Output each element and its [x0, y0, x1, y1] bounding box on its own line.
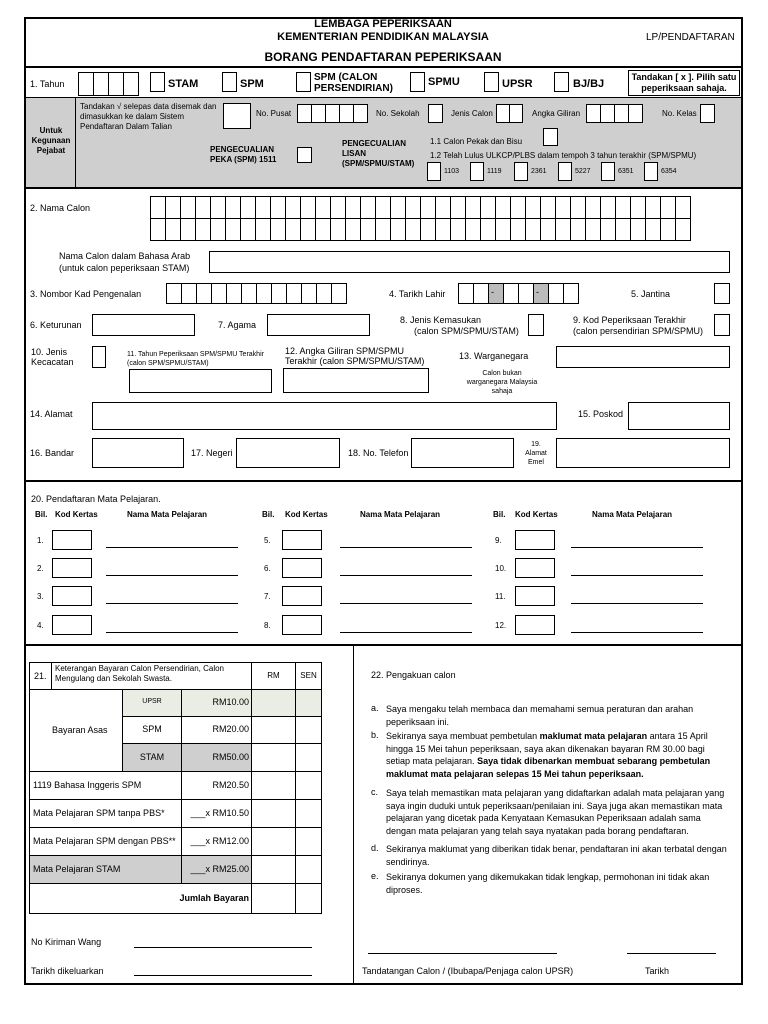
code-6354: 6354 — [661, 168, 677, 175]
char-cell[interactable] — [240, 218, 256, 241]
divider — [24, 187, 743, 189]
char-cell[interactable] — [555, 196, 571, 219]
char-cell[interactable] — [316, 283, 332, 304]
subject-name-line[interactable] — [571, 547, 703, 548]
code-6351: 6351 — [618, 168, 634, 175]
char-cell[interactable] — [196, 283, 212, 304]
payment-title: Keterangan Bayaran Calon Persendirian, Calon Mengulang dan Sekolah Swasta. — [51, 662, 252, 690]
subject-name-line[interactable] — [571, 603, 703, 604]
jantina-input[interactable] — [714, 283, 730, 304]
date-dash-2: - — [536, 287, 539, 297]
char-cell[interactable] — [405, 218, 421, 241]
mp-stam-label: Mata Pelajaran STAM — [29, 855, 182, 884]
char-cell[interactable] — [450, 196, 466, 219]
no-pusat-input[interactable] — [297, 104, 368, 123]
char-cell[interactable] — [420, 196, 436, 219]
char-cell[interactable] — [480, 196, 496, 219]
rm-cell[interactable] — [251, 716, 296, 744]
kod-kertas-input[interactable] — [515, 615, 555, 635]
subject-name-line[interactable] — [340, 632, 472, 633]
item-c-letter: c. — [371, 787, 379, 797]
dengan-pbs-label: Mata Pelajaran SPM dengan PBS** — [29, 827, 182, 856]
angka-giliran-label: Angka Giliran — [532, 109, 581, 118]
subject-number: 12. — [495, 621, 507, 630]
kiriman-label: No Kiriman Wang — [31, 937, 102, 947]
code-2361: 2361 — [531, 168, 547, 175]
jumlah-label: Jumlah Bayaran — [29, 883, 252, 914]
spm-calon-checkbox[interactable] — [296, 72, 311, 92]
rm-cell[interactable] — [251, 743, 296, 772]
char-cell[interactable] — [345, 218, 361, 241]
char-cell[interactable] — [600, 218, 616, 241]
date-label: Tarikh — [645, 966, 670, 976]
stam-checkbox[interactable] — [150, 72, 165, 92]
item-e: Sekiranya dokumen yang dikemukakan tidak lengkap, permohonan ini tidak akan diproses. — [386, 872, 710, 895]
form-code: LP/PENDAFTARAN — [646, 32, 735, 43]
subject-name-line[interactable] — [106, 575, 238, 576]
nama-arab-label: Nama Calon dalam Bahasa Arab — [59, 251, 191, 261]
subject-number: 3. — [37, 592, 44, 601]
kod-kertas-input[interactable] — [515, 558, 555, 578]
agama-input[interactable] — [267, 314, 370, 336]
bottom-divider — [353, 645, 354, 983]
char-cell[interactable] — [300, 218, 316, 241]
subject-number: 7. — [264, 592, 271, 601]
nama-header-3: Nama Mata Pelajaran — [592, 510, 673, 519]
item-d-letter: d. — [371, 843, 379, 853]
no-sekolah-label: No. Sekolah — [376, 109, 420, 118]
char-cell[interactable] — [525, 196, 541, 219]
date-line[interactable] — [627, 953, 716, 954]
subject-name-line[interactable] — [340, 547, 472, 548]
char-cell[interactable] — [360, 196, 376, 219]
char-cell[interactable] — [585, 196, 601, 219]
char-cell[interactable] — [300, 196, 316, 219]
char-cell[interactable] — [585, 218, 601, 241]
kod-header-2: Kod Kertas — [285, 510, 328, 519]
kod-kertas-input[interactable] — [282, 615, 322, 635]
tarikh-keluar-label: Tarikh dikeluarkan — [31, 966, 104, 976]
upsr-label: UPSR — [502, 78, 533, 90]
ministry-name: KEMENTERIAN PENDIDIKAN MALAYSIA — [277, 31, 489, 43]
subject-number: 8. — [264, 621, 271, 630]
no-kelas-input[interactable] — [700, 104, 715, 123]
verified-checkbox[interactable] — [223, 103, 251, 129]
instruction-box: Tandakan [ x ]. Pilih satu peperiksaan sahaja. — [628, 70, 740, 96]
poskod-label: 15. Poskod — [578, 409, 624, 419]
kod-kertas-input[interactable] — [282, 558, 322, 578]
negeri-input[interactable] — [236, 438, 340, 468]
bjbj-label: BJ/BJ — [573, 78, 605, 90]
mp-stam-fee: ___x RM25.00 — [181, 855, 252, 884]
divider — [24, 644, 743, 646]
kod-kertas-input[interactable] — [52, 530, 92, 550]
payment-num: 21. — [29, 662, 52, 690]
char-cell[interactable] — [195, 196, 211, 219]
subject-number: 11. — [495, 592, 506, 601]
spmu-label: SPMU — [428, 76, 460, 88]
kod-kertas-input[interactable] — [282, 530, 322, 550]
char-cell[interactable] — [225, 218, 241, 241]
stam-fee-label: STAM — [122, 743, 182, 772]
char-cell[interactable] — [525, 218, 541, 241]
jenis-calon-label: Jenis Calon — [451, 109, 493, 118]
char-cell[interactable] — [285, 196, 301, 219]
nama-input-row-2[interactable] — [150, 218, 691, 241]
char-cell[interactable] — [375, 196, 391, 219]
subject-number: 10. — [495, 564, 507, 573]
declaration-title: 22. Pengakuan calon — [371, 670, 456, 680]
char-cell[interactable] — [540, 196, 556, 219]
rm-cell[interactable] — [251, 827, 296, 856]
char-cell[interactable] — [420, 218, 436, 241]
option-1-2: 1.2 Telah Lulus ULKCP/PLBS dalam tempoh 3 tahun terakhir (SPM/SPMU) — [430, 151, 697, 160]
kod-kertas-input[interactable] — [515, 530, 555, 550]
tahun-label: 1. Tahun — [30, 79, 65, 89]
no-pusat-label: No. Pusat — [256, 109, 292, 118]
subject-number: 5. — [264, 536, 271, 545]
char-cell[interactable] — [450, 218, 466, 241]
negeri-label: 17. Negeri — [191, 448, 233, 458]
dengan-pbs-fee: ___x RM12.00 — [181, 827, 252, 856]
tarikh-lahir-input[interactable] — [458, 283, 579, 304]
char-cell[interactable] — [495, 196, 511, 219]
kod-terakhir-note: (calon persendirian SPM/SPMU) — [573, 326, 704, 336]
angka-terakhir-label: 12. Angka Giliran SPM/SPMU Terakhir (calon SPM/SPMU/STAM) — [285, 346, 425, 366]
date-dash-1: - — [491, 287, 494, 297]
nama-input-row-1[interactable] — [150, 196, 691, 219]
kod-kertas-input[interactable] — [282, 586, 322, 606]
item-d: Sekiranya maklumat yang diberikan tidak benar, pendaftaran ini akan terbatal dengan sendirinya. — [386, 844, 727, 867]
code-1119: 1119 — [487, 168, 502, 175]
subject-number: 1. — [37, 536, 44, 545]
char-cell[interactable] — [271, 283, 287, 304]
char-cell[interactable] — [210, 218, 226, 241]
code-1103: 1103 — [444, 168, 460, 175]
char-cell[interactable] — [510, 218, 526, 241]
alamat-input[interactable] — [92, 402, 557, 430]
char-cell[interactable] — [435, 218, 451, 241]
ic-input[interactable] — [166, 283, 347, 304]
telefon-label: 18. No. Telefon — [348, 448, 409, 458]
char-cell[interactable] — [570, 218, 586, 241]
sen-cell[interactable] — [295, 883, 322, 914]
char-cell[interactable] — [226, 283, 242, 304]
kemasukan-label: 8. Jenis Kemasukan — [400, 315, 482, 325]
char-cell[interactable] — [165, 196, 181, 219]
char-cell[interactable] — [270, 196, 286, 219]
char-cell[interactable] — [495, 218, 511, 241]
no-sekolah-input[interactable] — [428, 104, 443, 123]
char-cell[interactable] — [360, 218, 376, 241]
rm-cell[interactable] — [251, 883, 296, 914]
item-c: Saya telah memastikan mata pelajaran yang didaftarkan adalah mata pelajaran yang saya ingin duduki untuk peperiksaan/penilaian ini. Saya juga akan memastikan mata pelajaran yang dicetak pada Kenyataan Kemasukan Peperiksaan adalah sama dengan mata pelajaran yang telah saya nyatakan pada borang pendaftaran. — [386, 788, 725, 836]
signature-label: Tandatangan Calon / (Ibubapa/Penjaga calon UPSR) — [362, 966, 574, 976]
office-note: Tandakan √ selepas data disemak dan dimasukkan ke dalam Sistem Pendaftaran Dalam Talian — [80, 102, 217, 131]
char-cell[interactable] — [660, 218, 676, 241]
form-title: BORANG PENDAFTARAN PEPERIKSAAN — [264, 50, 502, 64]
code-5227-checkbox[interactable] — [558, 162, 572, 181]
bjbj-checkbox[interactable] — [554, 72, 569, 92]
jantina-label: 5. Jantina — [631, 289, 671, 299]
jenis-calon-input[interactable] — [496, 104, 523, 123]
code-1103-checkbox[interactable] — [427, 162, 441, 181]
char-cell[interactable] — [180, 196, 196, 219]
char-cell[interactable] — [390, 196, 406, 219]
kod-kertas-input[interactable] — [52, 558, 92, 578]
subject-number: 6. — [264, 564, 271, 573]
subject-name-line[interactable] — [340, 603, 472, 604]
char-cell[interactable] — [211, 283, 227, 304]
char-cell[interactable] — [150, 218, 166, 241]
bandar-input[interactable] — [92, 438, 184, 468]
bi-label: 1119 Bahasa Inggeris SPM — [29, 771, 182, 800]
char-cell[interactable] — [660, 196, 676, 219]
char-cell[interactable] — [345, 196, 361, 219]
tahun-input[interactable] — [78, 72, 139, 96]
bil-header-2: Bil. — [262, 510, 275, 519]
item-a: Saya mengaku telah membaca dan memahami semua peraturan dan arahan peperiksaan ini. — [386, 704, 694, 727]
nama-arab-note: (untuk calon peperiksaan STAM) — [59, 263, 190, 273]
char-cell[interactable] — [480, 218, 496, 241]
spm-fee: RM20.00 — [181, 716, 252, 744]
upsr-fee-label: UPSR — [122, 689, 182, 717]
char-cell[interactable] — [210, 196, 226, 219]
char-cell[interactable] — [315, 218, 331, 241]
rm-cell[interactable] — [251, 799, 296, 828]
spm-checkbox[interactable] — [222, 72, 237, 92]
kecacatan-label: 10. Jenis Kecacatan — [31, 347, 74, 367]
code-5227: 5227 — [575, 168, 591, 175]
kemasukan-note: (calon SPM/SPMU/STAM) — [414, 326, 519, 336]
char-cell[interactable] — [510, 196, 526, 219]
spmu-checkbox[interactable] — [410, 72, 425, 92]
nama-header-1: Nama Mata Pelajaran — [127, 510, 208, 519]
char-cell[interactable] — [150, 196, 166, 219]
spm-label: SPM — [240, 78, 264, 90]
char-cell[interactable] — [465, 218, 481, 241]
code-2361-checkbox[interactable] — [514, 162, 528, 181]
nama-label: 2. Nama Calon — [30, 203, 91, 213]
char-cell[interactable] — [330, 196, 346, 219]
code-6351-checkbox[interactable] — [601, 162, 615, 181]
subject-name-line[interactable] — [106, 632, 238, 633]
bayaran-asas-label: Bayaran Asas — [29, 689, 123, 772]
sen-cell[interactable] — [295, 799, 322, 828]
emel-input[interactable] — [556, 438, 730, 468]
char-cell[interactable] — [645, 218, 661, 241]
bandar-label: 16. Bandar — [30, 448, 75, 458]
item-e-letter: e. — [371, 871, 379, 881]
divider — [24, 480, 743, 482]
upsr-fee: RM10.00 — [181, 689, 252, 717]
rm-cell[interactable] — [251, 855, 296, 884]
bil-header-3: Bil. — [493, 510, 506, 519]
ic-label: 3. Nombor Kad Pengenalan — [30, 289, 142, 299]
subject-number: 9. — [495, 536, 502, 545]
item-b-letter: b. — [371, 730, 379, 740]
char-cell[interactable] — [675, 196, 691, 219]
rm-cell[interactable] — [251, 771, 296, 800]
divider — [24, 66, 743, 68]
char-cell[interactable] — [240, 196, 256, 219]
spm-calon-label: SPM (CALON PERSENDIRIAN) — [314, 72, 393, 94]
signature-line[interactable] — [368, 953, 557, 954]
char-cell[interactable] — [600, 196, 616, 219]
sen-cell[interactable] — [295, 771, 322, 800]
char-cell[interactable] — [195, 218, 211, 241]
kod-terakhir-input[interactable] — [714, 314, 730, 336]
rm-cell[interactable] — [251, 689, 296, 717]
option-1-1: 1.1 Calon Pekak dan Bisu — [430, 137, 523, 146]
peka-checkbox[interactable] — [297, 147, 312, 163]
char-cell[interactable] — [241, 283, 257, 304]
char-cell[interactable] — [315, 196, 331, 219]
char-cell[interactable] — [570, 196, 586, 219]
char-cell[interactable] — [256, 283, 272, 304]
telefon-input[interactable] — [411, 438, 514, 468]
tanpa-pbs-fee: ___x RM10.50 — [181, 799, 252, 828]
subject-number: 4. — [37, 621, 44, 630]
char-cell[interactable] — [285, 218, 301, 241]
nama-arab-input[interactable] — [209, 251, 730, 273]
keturunan-label: 6. Keturunan — [30, 320, 82, 330]
char-cell[interactable] — [555, 218, 571, 241]
char-cell[interactable] — [255, 196, 271, 219]
kod-header-3: Kod Kertas — [515, 510, 558, 519]
tarikh-keluar-line[interactable] — [134, 975, 312, 976]
char-cell[interactable] — [675, 218, 691, 241]
warganegara-note: Calon bukan warganegara Malaysia sahaja — [466, 370, 538, 395]
char-cell[interactable] — [630, 218, 646, 241]
sen-cell[interactable] — [295, 743, 322, 772]
alamat-label: 14. Alamat — [30, 409, 73, 419]
upsr-checkbox[interactable] — [484, 72, 499, 92]
kiriman-line[interactable] — [134, 947, 312, 948]
kod-kertas-input[interactable] — [52, 615, 92, 635]
char-cell[interactable] — [225, 196, 241, 219]
char-cell[interactable] — [165, 218, 181, 241]
item-b: Sekiranya saya membuat pembetulan maklumat mata pelajaran antara 15 April hingga 15 Mei tahun peperiksaan, saya akan dikenakan bayaran RM 30.00 bagi setiap mata pelajaran. Saya tidak dibenarkan membuat sebarang pembetulan maklumat mata pelajaran selepas 15 Mei tahun peperiksaan. — [386, 731, 711, 779]
nama-header-2: Nama Mata Pelajaran — [360, 510, 441, 519]
keturunan-input[interactable] — [92, 314, 195, 336]
char-cell[interactable] — [270, 218, 286, 241]
tahun-terakhir-input[interactable] — [129, 369, 272, 393]
sen-cell[interactable] — [295, 827, 322, 856]
char-cell[interactable] — [435, 196, 451, 219]
subject-number: 2. — [37, 564, 44, 573]
kod-kertas-input[interactable] — [515, 586, 555, 606]
tarikh-lahir-label: 4. Tarikh Lahir — [389, 289, 446, 299]
spm-fee-label: SPM — [122, 716, 182, 744]
char-cell[interactable] — [181, 283, 197, 304]
code-1119-checkbox[interactable] — [470, 162, 484, 181]
kemasukan-input[interactable] — [528, 314, 544, 336]
bil-header-1: Bil. — [35, 510, 48, 519]
sen-cell[interactable] — [295, 716, 322, 744]
poskod-input[interactable] — [628, 402, 730, 430]
stam-fee: RM50.00 — [181, 743, 252, 772]
kod-header-1: Kod Kertas — [55, 510, 98, 519]
sen-cell[interactable] — [295, 855, 322, 884]
stam-label: STAM — [168, 78, 199, 90]
subject-name-line[interactable] — [571, 632, 703, 633]
char-cell[interactable] — [255, 218, 271, 241]
tahun-terakhir-label: 11. Tahun Peperiksaan SPM/SPMU Terakhir (calon SPM/SPMU/STAM) — [127, 351, 264, 367]
char-cell[interactable] — [405, 196, 421, 219]
subject-name-line[interactable] — [106, 547, 238, 548]
char-cell[interactable] — [331, 283, 347, 304]
warganegara-input[interactable] — [556, 346, 730, 368]
char-cell[interactable] — [615, 196, 631, 219]
org-name: LEMBAGA PEPERIKSAAN — [314, 18, 452, 30]
code-6354-checkbox[interactable] — [644, 162, 658, 181]
char-cell[interactable] — [390, 218, 406, 241]
angka-terakhir-input[interactable] — [283, 368, 429, 393]
kod-terakhir-label: 9. Kod Peperiksaan Terakhir — [573, 315, 686, 325]
kecacatan-input[interactable] — [92, 346, 106, 368]
angka-giliran-input[interactable] — [586, 104, 643, 123]
char-cell[interactable] — [375, 218, 391, 241]
bi-fee: RM20.50 — [181, 771, 252, 800]
char-cell[interactable] — [301, 283, 317, 304]
rm-header: RM — [251, 662, 296, 690]
char-cell[interactable] — [286, 283, 302, 304]
peka-label: PENGECUALIAN PEKA (SPM) 1511 — [210, 145, 277, 164]
sen-header: SEN — [295, 662, 322, 690]
item-a-letter: a. — [371, 703, 379, 713]
sen-cell[interactable] — [295, 689, 322, 717]
lisan-label: PENGECUALIAN LISAN (SPM/SPMU/STAM) — [342, 139, 415, 168]
char-cell[interactable] — [465, 196, 481, 219]
office-use-label: Untuk Kegunaan Pejabat — [31, 126, 71, 155]
char-cell[interactable] — [615, 218, 631, 241]
warganegara-label: 13. Warganegara — [459, 351, 529, 361]
no-kelas-label: No. Kelas — [662, 109, 697, 118]
emel-label: 19. Alamat Emel — [525, 441, 547, 466]
char-cell[interactable] — [166, 283, 182, 304]
char-cell[interactable] — [180, 218, 196, 241]
char-cell[interactable] — [540, 218, 556, 241]
char-cell[interactable] — [330, 218, 346, 241]
subject-name-line[interactable] — [106, 603, 238, 604]
char-cell[interactable] — [645, 196, 661, 219]
subject-name-line[interactable] — [571, 575, 703, 576]
kod-kertas-input[interactable] — [52, 586, 92, 606]
agama-label: 7. Agama — [218, 320, 257, 330]
subject-name-line[interactable] — [340, 575, 472, 576]
char-cell[interactable] — [630, 196, 646, 219]
office-divider — [75, 98, 76, 187]
pekak-checkbox[interactable] — [543, 128, 558, 146]
tanpa-pbs-label: Mata Pelajaran SPM tanpa PBS* — [29, 799, 182, 828]
subjects-title: 20. Pendaftaran Mata Pelajaran. — [31, 494, 161, 504]
